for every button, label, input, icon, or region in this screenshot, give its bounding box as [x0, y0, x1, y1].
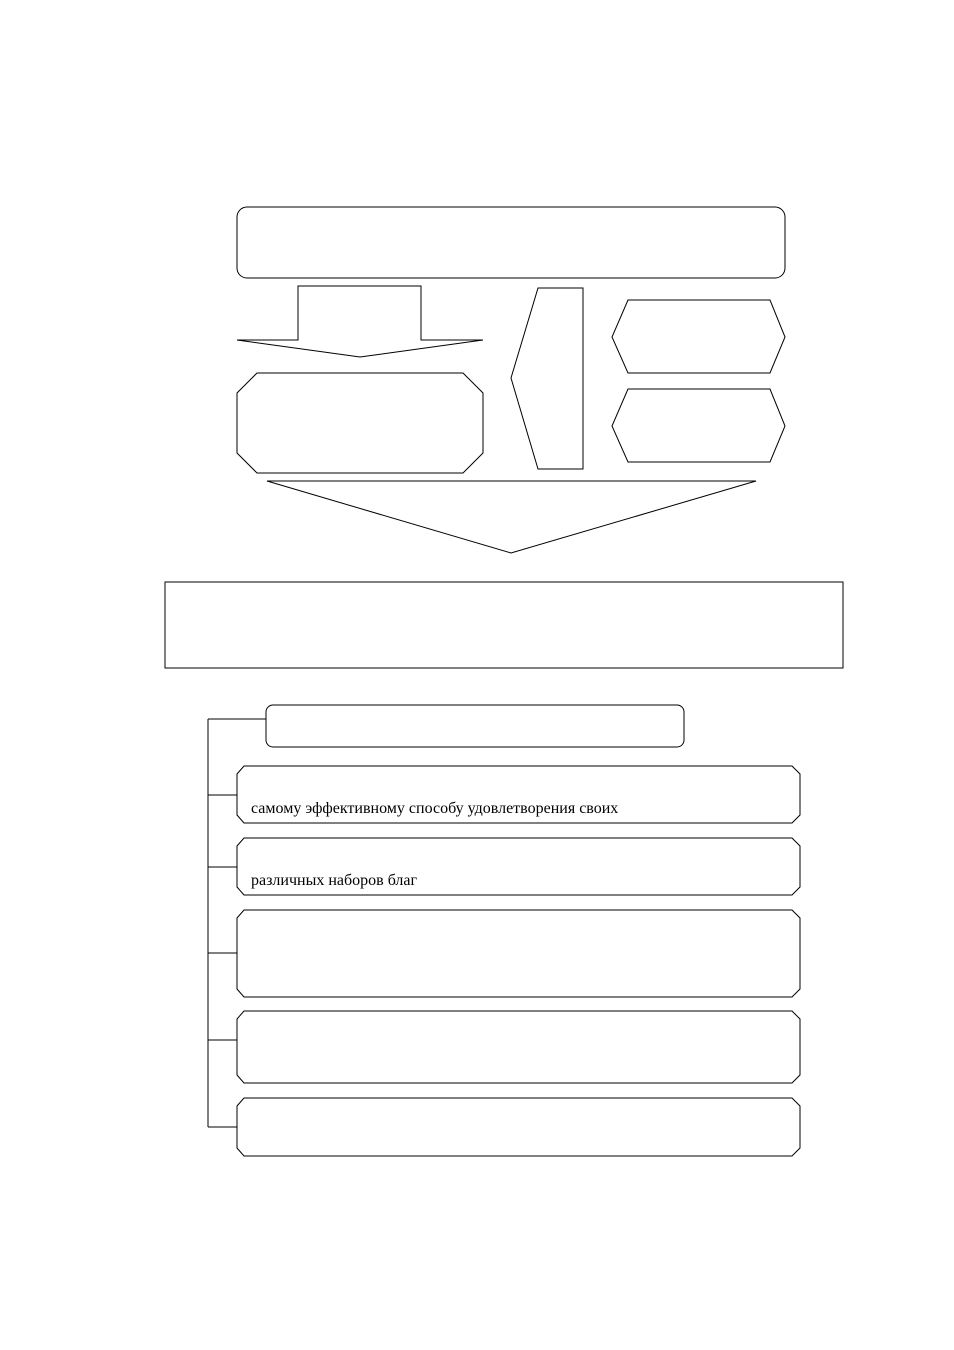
right-hexagon-bottom [612, 389, 785, 462]
list-box-3 [237, 910, 800, 997]
list-header-box [266, 705, 684, 747]
list-box-5 [237, 1098, 800, 1156]
right-hexagon-top [612, 300, 785, 373]
left-pointing-pentagon [511, 288, 583, 469]
list-box-2-text: различных наборов благ [251, 872, 418, 889]
left-down-arrow [237, 286, 483, 357]
wide-rectangle [165, 582, 843, 668]
list-box-1-text: самому эффективному способу удовлетворения своих [251, 800, 619, 817]
left-octagon-box [237, 373, 483, 473]
big-down-arrow [267, 481, 756, 553]
top-box [237, 207, 785, 278]
list-box-4 [237, 1011, 800, 1083]
